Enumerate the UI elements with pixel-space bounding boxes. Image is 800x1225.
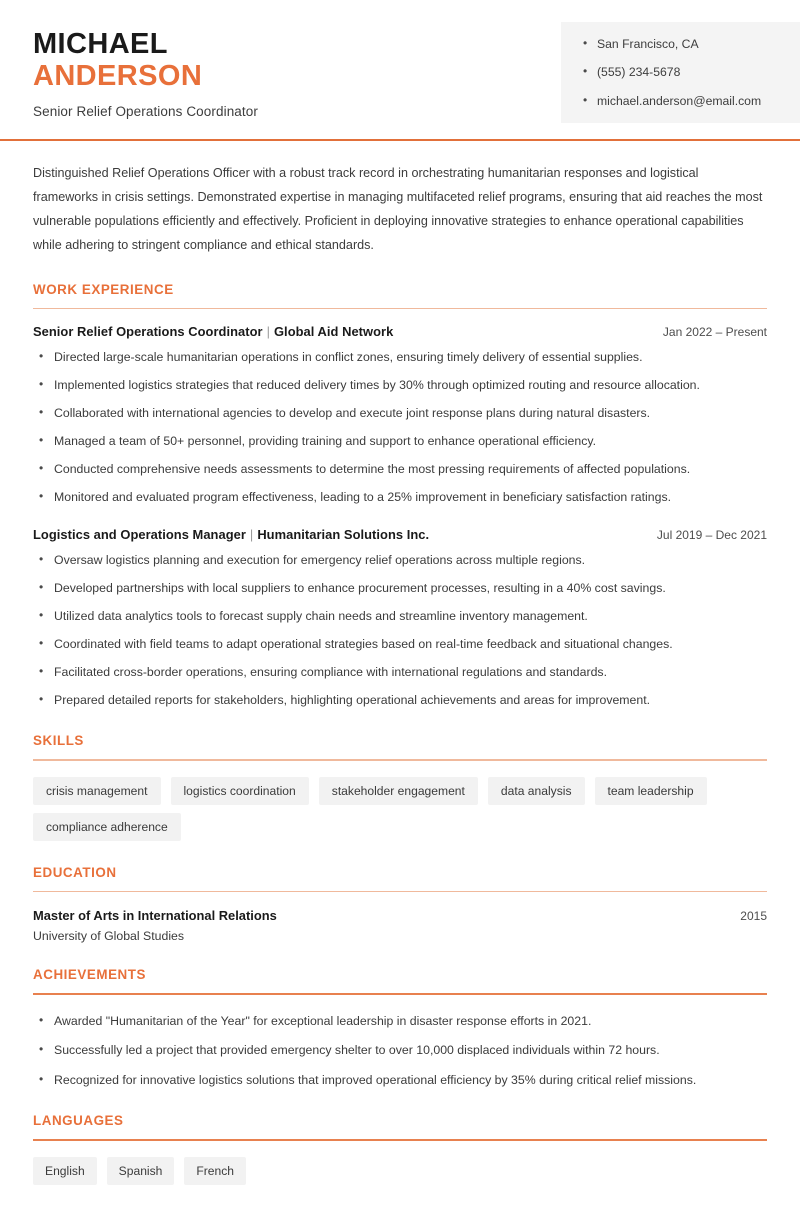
job-bullet: • Utilized data analytics tools to forecast supply chain needs and streamline inventory management. <box>33 607 767 625</box>
section-divider <box>33 759 767 761</box>
job-bullet-list <box>33 348 767 506</box>
contact-phone: • (555) 234-5678 <box>583 64 800 80</box>
section-achievements <box>33 967 767 1089</box>
job-bullet: • Monitored and evaluated program effectiveness, leading to a 25% improvement in beneficiary satisfaction ratings. <box>33 488 767 506</box>
section-education <box>33 865 767 944</box>
job-bullet: • Prepared detailed reports for stakeholders, highlighting operational achievements and areas for improvement. <box>33 691 767 709</box>
job-company: Humanitarian Solutions Inc. <box>257 527 430 543</box>
job-dates: Jan 2022 – Present <box>662 325 767 340</box>
job-bullet: • Collaborated with international agencies to develop and execute joint response plans during natural disasters. <box>33 404 767 422</box>
languages-tag-list <box>33 1157 767 1185</box>
education-school: University of Global Studies <box>33 929 185 944</box>
section-divider <box>33 1139 767 1141</box>
job-title-company <box>33 527 429 542</box>
job-role: Senior Relief Operations Coordinator <box>33 324 263 340</box>
section-skills <box>33 733 767 841</box>
skill-tag: team leadership <box>595 777 707 805</box>
job-entry <box>33 527 767 709</box>
professional-summary: Distinguished Relief Operations Officer with a robust track record in orchestrating humanitarian responses and logistical frameworks in crisis settings. Demonstrated expertise in managing multifaceted relief programs, ensuring that aid reaches the most vulnerable populations efficiently and effectively. Proficient in deploying innovative strategies to enhance operational capabilities while adhering to stringent compliance and ethical standards. <box>33 165 763 253</box>
job-bullet: • Oversaw logistics planning and execution for emergency relief operations across multiple regions. <box>33 551 767 569</box>
job-entry <box>33 324 767 506</box>
header-divider <box>0 139 800 141</box>
skill-tag: data analysis <box>488 777 585 805</box>
skill-tag: compliance adherence <box>33 813 181 841</box>
job-title-company <box>33 324 393 339</box>
skills-tag-list <box>33 777 767 841</box>
language-tag: Spanish <box>107 1157 175 1185</box>
title-separator: | <box>249 527 254 543</box>
resume-content <box>0 161 800 1185</box>
job-dates: Jul 2019 – Dec 2021 <box>656 528 767 543</box>
section-title-languages: LANGUAGES <box>33 1113 124 1129</box>
job-role: Logistics and Operations Manager <box>33 527 246 543</box>
section-title-education: EDUCATION <box>33 864 117 880</box>
section-title-work-experience: WORK EXPERIENCE <box>33 281 174 297</box>
section-divider <box>33 891 767 893</box>
resume-header <box>0 0 800 119</box>
achievement-bullet: • Recognized for innovative logistics solutions that improved operational efficiency by 35% during critical relief missions. <box>33 1071 767 1089</box>
job-bullet: • Coordinated with field teams to adapt operational strategies based on real-time feedback and situational changes. <box>33 635 767 653</box>
achievements-list <box>33 1012 767 1089</box>
job-bullet: • Implemented logistics strategies that reduced delivery times by 30% through optimized routing and resource allocation. <box>33 376 767 394</box>
education-year: 2015 <box>740 909 767 924</box>
first-name: MICHAEL <box>33 28 168 60</box>
section-title-achievements: ACHIEVEMENTS <box>33 967 146 983</box>
contact-list <box>583 36 800 109</box>
achievement-bullet: • Awarded "Humanitarian of the Year" for exceptional leadership in disaster response efforts in 2021. <box>33 1012 767 1030</box>
section-title-skills: SKILLS <box>33 733 84 749</box>
section-divider <box>33 993 767 995</box>
skill-tag: crisis management <box>33 777 161 805</box>
job-bullet: • Conducted comprehensive needs assessments to determine the most pressing requirements of affected populations. <box>33 460 767 478</box>
section-divider <box>33 308 767 310</box>
section-work-experience <box>33 282 767 710</box>
education-entry <box>33 908 767 943</box>
title-separator: | <box>266 324 270 340</box>
language-tag: English <box>33 1157 97 1185</box>
contact-location: • San Francisco, CA <box>583 36 800 52</box>
skill-tag: logistics coordination <box>171 777 309 805</box>
job-bullet: • Managed a team of 50+ personnel, providing training and support to enhance operational efficiency. <box>33 432 767 450</box>
job-bullet: • Facilitated cross-border operations, ensuring compliance with international regulations and standards. <box>33 663 767 681</box>
education-header <box>33 908 767 923</box>
job-bullet-list <box>33 551 767 709</box>
last-name: ANDERSON <box>33 60 203 93</box>
job-header <box>33 324 767 339</box>
achievement-bullet: • Successfully led a project that provided emergency shelter to over 10,000 displaced individuals within 72 hours. <box>33 1041 767 1059</box>
job-bullet: • Developed partnerships with local suppliers to enhance procurement processes, resulting in a 40% cost savings. <box>33 579 767 597</box>
contact-email: • michael.anderson@email.com <box>583 93 800 109</box>
job-header <box>33 527 767 542</box>
job-company: Global Aid Network <box>273 324 394 340</box>
headline-job-title: Senior Relief Operations Coordinator <box>33 103 258 119</box>
job-bullet: • Directed large-scale humanitarian operations in conflict zones, ensuring timely delivery of essential supplies. <box>33 348 767 366</box>
skill-tag: stakeholder engagement <box>319 777 478 805</box>
contact-info-box <box>561 22 800 123</box>
section-languages <box>33 1113 767 1185</box>
education-degree: Master of Arts in International Relations <box>33 908 277 924</box>
language-tag: French <box>184 1157 246 1185</box>
